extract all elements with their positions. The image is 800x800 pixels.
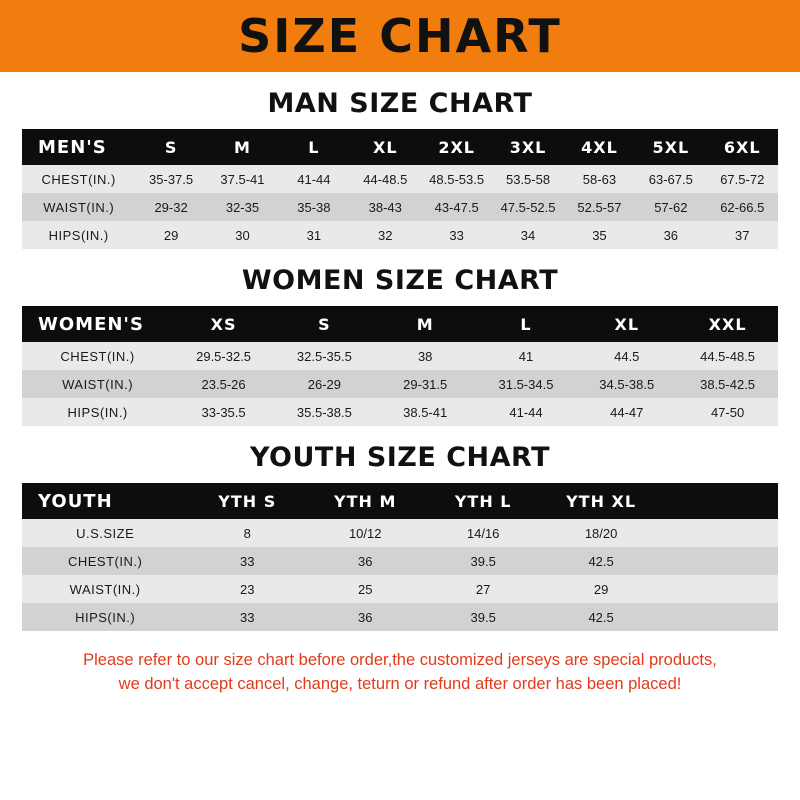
cell: 57-62	[635, 193, 706, 221]
row-label: U.S.SIZE	[22, 519, 188, 547]
cell: 41-44	[476, 398, 577, 426]
cell: 38-43	[350, 193, 421, 221]
table-header-row	[22, 483, 778, 519]
row-label: WAIST(IN.)	[22, 193, 135, 221]
cell: 41-44	[278, 165, 349, 193]
page-banner	[0, 0, 800, 72]
women-header-xs: XS	[173, 306, 274, 342]
men-header-5xl: 5XL	[635, 129, 706, 165]
cell: 27	[424, 575, 542, 603]
cell: 23	[188, 575, 306, 603]
row-label: CHEST(IN.)	[22, 547, 188, 575]
cell: 62-66.5	[707, 193, 778, 221]
men-header-label: MEN'S	[22, 129, 135, 165]
cell: 29-32	[135, 193, 206, 221]
cell: 44-48.5	[350, 165, 421, 193]
cell	[660, 575, 778, 603]
women-section-title: WOMEN SIZE CHART	[241, 265, 559, 296]
cell: 30	[207, 221, 278, 249]
table-row	[22, 193, 778, 221]
table-row	[22, 165, 778, 193]
cell	[660, 547, 778, 575]
cell: 36	[635, 221, 706, 249]
youth-header-xl: YTH XL	[542, 483, 660, 519]
row-label: CHEST(IN.)	[22, 342, 173, 370]
cell: 18/20	[542, 519, 660, 547]
cell: 48.5-53.5	[421, 165, 492, 193]
women-header-s: S	[274, 306, 375, 342]
table-row	[22, 603, 778, 631]
men-header-xl: XL	[350, 129, 421, 165]
women-table-head	[22, 306, 778, 342]
cell: 37.5-41	[207, 165, 278, 193]
policy-note-line-2: we don't accept cancel, change, teturn or refund after order has been placed!	[118, 674, 682, 693]
chart-content	[0, 88, 800, 697]
women-header-xxl: XXL	[677, 306, 778, 342]
cell: 29	[135, 221, 206, 249]
cell: 33-35.5	[173, 398, 274, 426]
women-header-label: WOMEN'S	[22, 306, 173, 342]
cell: 67.5-72	[707, 165, 778, 193]
table-row	[22, 575, 778, 603]
cell: 32.5-35.5	[274, 342, 375, 370]
cell: 26-29	[274, 370, 375, 398]
youth-header-m: YTH M	[306, 483, 424, 519]
cell: 31	[278, 221, 349, 249]
policy-note-line-1: Please refer to our size chart before order,the customized jerseys are special products,	[83, 651, 717, 669]
cell: 39.5	[424, 603, 542, 631]
table-row	[22, 547, 778, 575]
cell	[660, 519, 778, 547]
men-section-title: MAN SIZE CHART	[267, 88, 533, 119]
table-row	[22, 342, 778, 370]
cell: 32-35	[207, 193, 278, 221]
youth-table-body	[22, 519, 778, 631]
cell: 58-63	[564, 165, 635, 193]
cell: 29-31.5	[375, 370, 476, 398]
cell: 29.5-32.5	[173, 342, 274, 370]
men-header-l: L	[278, 129, 349, 165]
cell: 53.5-58	[492, 165, 563, 193]
cell: 32	[350, 221, 421, 249]
row-label: WAIST(IN.)	[22, 370, 173, 398]
table-row	[22, 221, 778, 249]
cell: 38.5-41	[375, 398, 476, 426]
row-label: HIPS(IN.)	[22, 221, 135, 249]
table-header-row	[22, 306, 778, 342]
men-header-3xl: 3XL	[492, 129, 563, 165]
cell: 44-47	[576, 398, 677, 426]
table-row	[22, 519, 778, 547]
cell: 47.5-52.5	[492, 193, 563, 221]
cell: 35	[564, 221, 635, 249]
women-size-table	[22, 306, 778, 426]
youth-header-empty	[660, 483, 778, 519]
youth-table-head	[22, 483, 778, 519]
cell: 33	[421, 221, 492, 249]
cell: 47-50	[677, 398, 778, 426]
cell: 39.5	[424, 547, 542, 575]
row-label: CHEST(IN.)	[22, 165, 135, 193]
cell: 34	[492, 221, 563, 249]
cell: 42.5	[542, 547, 660, 575]
table-header-row	[22, 129, 778, 165]
cell: 35-37.5	[135, 165, 206, 193]
men-size-table	[22, 129, 778, 249]
cell: 31.5-34.5	[476, 370, 577, 398]
men-table-body	[22, 165, 778, 249]
women-header-xl: XL	[576, 306, 677, 342]
men-header-6xl: 6XL	[707, 129, 778, 165]
cell: 8	[188, 519, 306, 547]
cell: 44.5	[576, 342, 677, 370]
women-table-body	[22, 342, 778, 426]
cell: 44.5-48.5	[677, 342, 778, 370]
policy-note	[22, 649, 778, 697]
men-header-s: S	[135, 129, 206, 165]
youth-header-label: YOUTH	[22, 483, 188, 519]
cell: 10/12	[306, 519, 424, 547]
row-label: WAIST(IN.)	[22, 575, 188, 603]
row-label: HIPS(IN.)	[22, 603, 188, 631]
cell	[660, 603, 778, 631]
cell: 38.5-42.5	[677, 370, 778, 398]
youth-section-title: YOUTH SIZE CHART	[249, 442, 551, 473]
youth-header-l: YTH L	[424, 483, 542, 519]
cell: 42.5	[542, 603, 660, 631]
page-title: SIZE CHART	[238, 9, 562, 63]
cell: 14/16	[424, 519, 542, 547]
cell: 23.5-26	[173, 370, 274, 398]
cell: 35.5-38.5	[274, 398, 375, 426]
youth-header-s: YTH S	[188, 483, 306, 519]
cell: 25	[306, 575, 424, 603]
men-header-2xl: 2XL	[421, 129, 492, 165]
cell: 37	[707, 221, 778, 249]
men-table-head	[22, 129, 778, 165]
cell: 33	[188, 603, 306, 631]
cell: 41	[476, 342, 577, 370]
row-label: HIPS(IN.)	[22, 398, 173, 426]
youth-size-table	[22, 483, 778, 631]
cell: 33	[188, 547, 306, 575]
cell: 29	[542, 575, 660, 603]
cell: 43-47.5	[421, 193, 492, 221]
cell: 52.5-57	[564, 193, 635, 221]
men-header-m: M	[207, 129, 278, 165]
cell: 36	[306, 547, 424, 575]
table-row	[22, 370, 778, 398]
cell: 63-67.5	[635, 165, 706, 193]
cell: 36	[306, 603, 424, 631]
women-header-m: M	[375, 306, 476, 342]
cell: 35-38	[278, 193, 349, 221]
table-row	[22, 398, 778, 426]
women-header-l: L	[476, 306, 577, 342]
cell: 34.5-38.5	[576, 370, 677, 398]
cell: 38	[375, 342, 476, 370]
men-header-4xl: 4XL	[564, 129, 635, 165]
